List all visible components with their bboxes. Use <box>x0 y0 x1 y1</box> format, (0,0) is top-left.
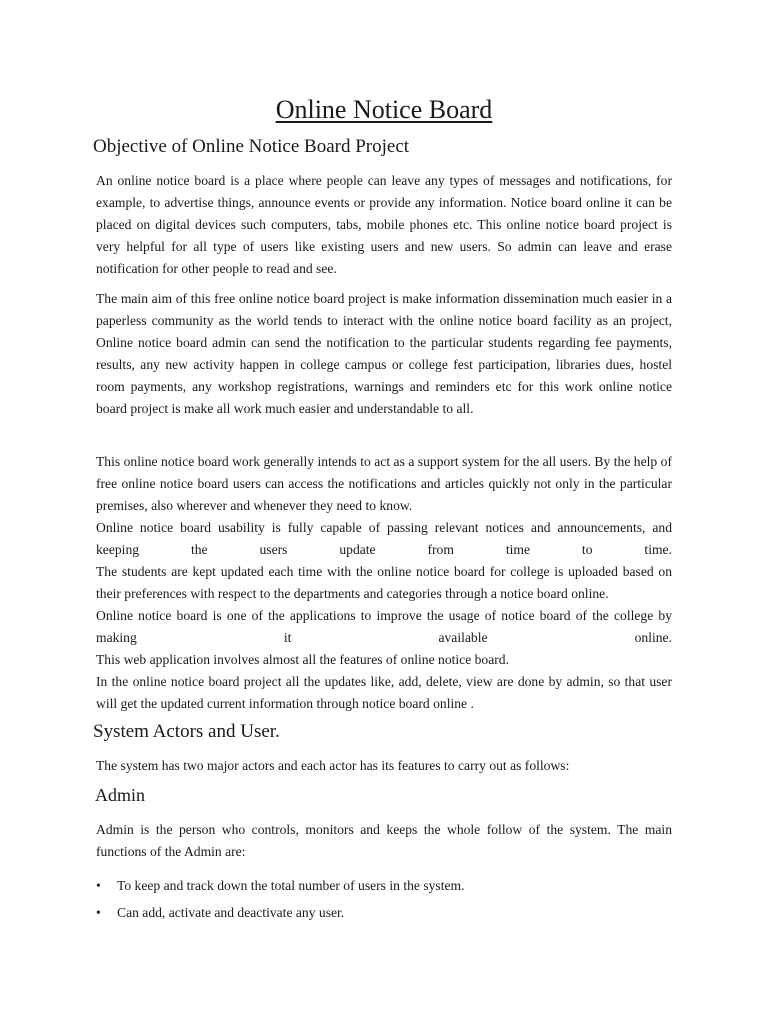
usage-segment: This web application involves almost all the features of online notice board. <box>96 652 509 667</box>
list-item-text: To keep and track down the total number of users in the system. <box>117 878 465 893</box>
heading-admin: Admin <box>95 785 146 805</box>
usage-segment: In the online notice board project all the updates like, add, delete, view are done by admin, so that user will get the updated current information through notice board online . <box>96 674 672 711</box>
usage-segment: The students are kept updated each time with the online notice board for college is uploaded based on their preferences with respect to the departments and categories through a notice board online. <box>96 564 672 601</box>
bullet-icon: • <box>96 878 101 893</box>
usage-segment: Online notice board usability is fully capable of passing relevant notices and announcements, and keeping the users update from time to time. <box>96 520 672 557</box>
list-item <box>96 875 465 902</box>
usage-segment: This online notice board work generally intends to act as a support system for the all users. By the help of free online notice board users can access the notifications and articles quickly not only in the particular premises, also wherever and whenever they need to know. <box>96 454 672 513</box>
paragraph-usage <box>96 451 672 715</box>
admin-functions-list <box>96 875 465 929</box>
heading-actors: System Actors and User. <box>93 721 280 742</box>
list-item <box>96 902 465 929</box>
list-item-text: Can add, activate and deactivate any user. <box>117 905 345 920</box>
paragraph-intro: An online notice board is a place where people can leave any types of messages and notifications, for example, to advertise things, announce events or provide any information. Notice board online it can be placed on digital devices such computers, tabs, mobile phones etc. This online notice board project is very helpful for all type of users like existing users and new users. So admin can leave and erase notification for other people to read and see. <box>96 173 672 276</box>
document-title: Online Notice Board <box>275 95 493 124</box>
usage-segment: Online notice board is one of the applications to improve the usage of notice board of the college by making it available online. <box>96 608 672 645</box>
paragraph-actors-intro: The system has two major actors and each actor has its features to carry out as follows: <box>96 758 570 773</box>
bullet-icon: • <box>96 905 101 920</box>
heading-objective: Objective of Online Notice Board Project <box>93 136 410 157</box>
paragraph-admin-intro: Admin is the person who controls, monitors and keeps the whole follow of the system. The main functions of the Admin are: <box>96 822 672 859</box>
paragraph-main-aim: The main aim of this free online notice board project is make information dissemination much easier in a paperless community as the world tends to interact with the online notice board facility as an project, Online notice board admin can send the notification to the particular students regarding fee payments, results, any new activity happen in college campus or college fest participation, libraries dues, hostel room payments, any workshop registrations, warnings and reminders etc for this work online notice board project is make all work much easier and understandable to all. <box>96 291 672 416</box>
